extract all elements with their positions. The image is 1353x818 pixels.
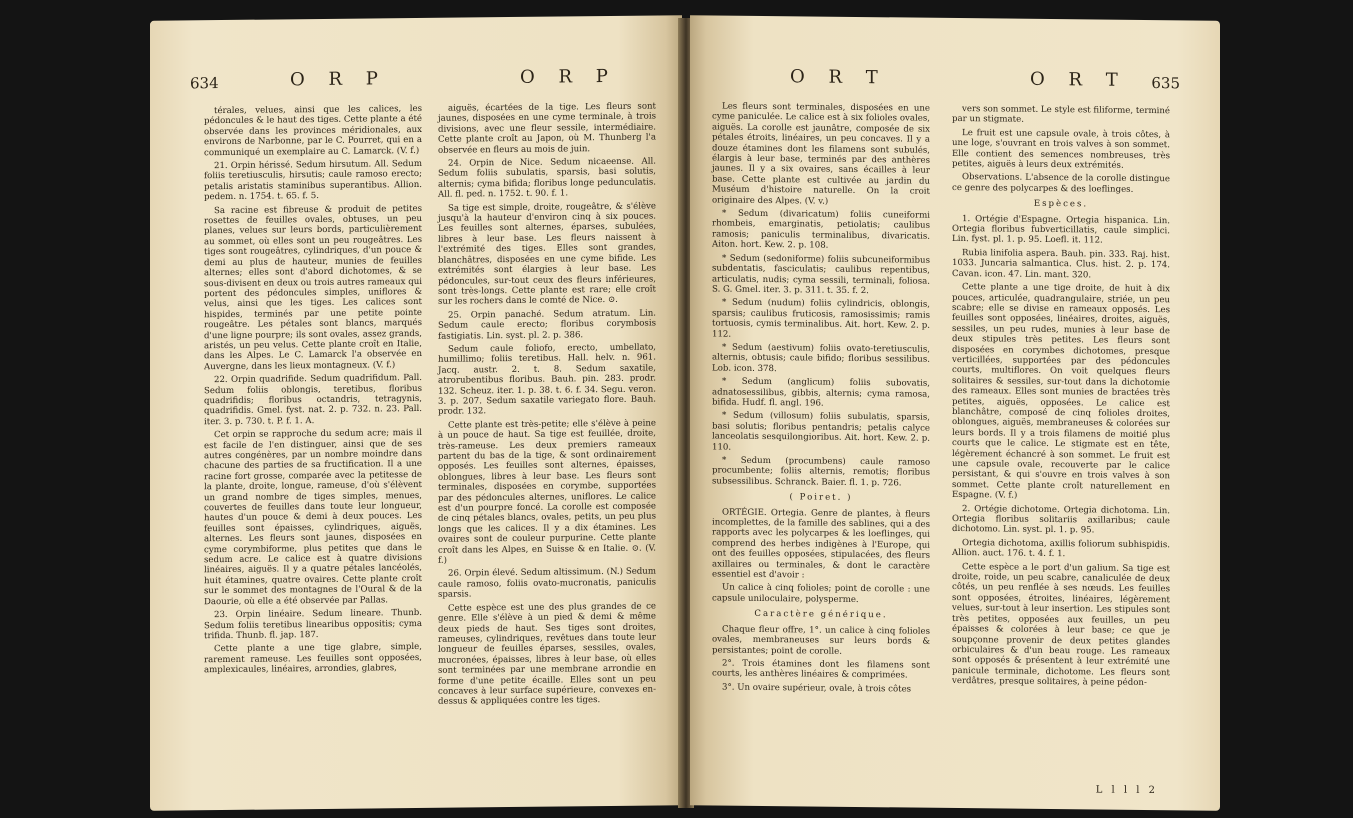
- left-column-1: [204, 104, 422, 679]
- text-paragraph: Cette plante a une tige glabre, simple, rarement rameuse. Les feuilles sont opposées, amplexicaules, linéaires, arrondies, glabres,: [204, 642, 422, 676]
- text-paragraph: Observations. L'absence de la corolle distingue ce genre des polycarpes & des loeflinges.: [952, 172, 1170, 195]
- text-paragraph: Cette plante a une tige droite, de huit à dix pouces, articulée, quadrangulaire, striée, un peu scabre; elle se divise en rameaux opposés. Les feuilles sont opposées, linéaires, droites, aiguës, sessiles, un peu rudes, munies à leur base de deux stipules très petites. Les fleurs sont disposées en corymbes dichotomes, presque verticillées, supportées par des pédoncules courts, multiflores. On voit quelques fleurs solitaires & sessiles, sur-tout dans la dichotomie des rameaux. Elles sont munies de bractées très petites, aiguës, opposées. Le calice est blanchâtre, composé de cinq folioles droites, oblongues, aiguës, membraneuses & colorées sur leurs bords. Il y a trois filamens de moitié plus courts que le calice. Le stigmate est en tête, légèrement échancré à son sommet. Le fruit est une capsule ovale, recouverte par le calice persistant, & qui s'ouvre en trois valves à son sommet. Cette plante croît naturellement en Espagne. (V. f.): [952, 282, 1170, 501]
- text-paragraph: 25. Orpin panaché. Sedum atratum. Lin. Sedum caule erecto; floribus corymbosis fastigiatis. Lin. syst. pl. 2. p. 386.: [438, 308, 656, 342]
- open-book: [150, 18, 1220, 808]
- left-page-header: [190, 66, 642, 101]
- text-paragraph: * Sedum (aestivum) foliis ovato-teretiusculis, alternis, obtusis; caule bifido; floribus sessilibus. Lob. icon. 378.: [712, 342, 930, 374]
- running-head-right: O R T: [1030, 68, 1127, 91]
- text-paragraph: térales, velues, ainsi que les calices, les pédoncules & le haut des tiges. Cette plante a été observée dans les provinces méridionales, aux environs de Narbonne, par le C. Pourret, qui en a communiqué un exemplaire au C. Lamarck. (V. f.): [204, 103, 422, 158]
- text-paragraph: Les fleurs sont terminales, disposées en une cyme paniculée. Le calice est à six folioles ovales, aiguës. La corolle est jaunâtre, composée de six pétales étroits, linéaires, un peu concaves. Il y a douze étamines dont les filamens sont subulés, élargis à leur base, terminés par des anthères jaunes. Il y a six ovaires, sans écailles à leur base. Cette plante est cultivée au jardin du Muséum d'histoire naturelle. On la croit originaire des Alpes. (V. v.): [712, 101, 930, 207]
- text-paragraph: * Sedum (divaricatum) foliis cuneiformi rhombeis, emarginatis, petiolatis; caulibus ramosis; paniculis terminalibus, divaricatis. Aiton. hort. Kew. 2. p. 108.: [712, 208, 930, 251]
- left-page: [150, 15, 682, 811]
- text-paragraph: 1. Ortégie d'Espagne. Ortegia hispanica. Lin. Ortegia floribus fubverticillatis, caule simplici. Lin. fyst. pl. 1. p. 95. Loefl. it. 112.: [952, 213, 1170, 247]
- text-paragraph: * Sedum (sedoniforme) foliis subcuneiformibus subdentatis, fasciculatis; caulibus repentibus, articulatis, nudis; cyma sessili, terminali, foliosa. S. G. Gmel. iter. 3. p. 311. t. 35. f. 2.: [712, 253, 930, 297]
- text-paragraph: 24. Orpin de Nice. Sedum nicaeense. All. Sedum foliis subulatis, sparsis, basi solutis, alternis; cyma bifida; floribus longe pedunculatis. All. fl. ped. n. 1752. t. 90. f. 1.: [438, 156, 656, 201]
- text-paragraph: Sa racine est fibreuse & produit de petites rosettes de feuilles ovales, obtuses, un peu planes, velues sur leurs bords, particulièrement au sommet, où elles sont un peu rougeâtres. Les tiges sont rougeâtres, cylindriques, d'un pouce & demi au plus de hauteur, munies de feuilles alternes; elles sont d'abord dichotomes, & se sous-divisent en deux ou trois autres rameaux qui portent des pédoncules simples, uniflores & velus, ainsi que les tiges. Les calices sont hispides, terminés par une petite pointe rougeâtre. Les pétales sont blancs, marqués d'une ligne pourpre; ils sont ovales, assez grands, aristés, un peu velus. Cette plante croît en Italie, dans les Alpes. Le C. Lamarck l'a observée en Auvergne, dans les lieux montagneux. (V. f.): [204, 203, 422, 372]
- text-paragraph: Cette plante est très-petite; elle s'élève à peine à un pouce de haut. Sa tige est feuillée, droite, très-rameuse. Les deux premiers rameaux partent du bas de la tige, & sont ordinairement opposés. Les feuilles sont alternes, épaisses, oblongues, libres à leur base. Les fleurs sont terminales, disposées en corymbe, supportées par des pédoncules alternes, uniflores. Le calice est d'un pourpre foncé. La corolle est composée de cinq pétales blancs, ovales, petits, un peu plus longs que les calices. Il y a dix étamines. Les ovaires sont de couleur purpurine. Cette plante croît dans les Alpes, en Suisse & en Italie. ⊙. (V. f.): [438, 418, 656, 566]
- text-paragraph: * Sedum (procumbens) caule ramoso procumbente; foliis alternis, remotis; floribus subsessilibus. Schranck. Baier. fl. 1. p. 726.: [712, 455, 930, 489]
- text-paragraph: Cette espèce est une des plus grandes de ce genre. Elle s'élève à un pied & demi & même deux pieds de haut. Ses tiges sont droites, rameuses, cylindriques, revêtues dans toute leur longueur de feuilles éparses, sessiles, ovales, mucronées, épaisses, libres à leur base, où elles sont terminées par une membrane arrondie en forme d'une petite écaille. Elles sont un peu concaves à leur surface supérieure, convexes en-dessus & appliquées contre les tiges.: [438, 601, 656, 708]
- left-column-2: [438, 101, 656, 710]
- text-paragraph: 23. Orpin linéaire. Sedum lineare. Thunb. Sedum foliis teretibus linearibus oppositis; cyma trifida. Thunb. fl. jap. 187.: [204, 608, 422, 642]
- text-paragraph: Sedum caule foliofo, erecto, umbellato, humillimo; foliis teretibus. Hall. helv. n. 961. Jacq. austr. 2. t. 8. Sedum saxatile, atrorubentibus floribus. Bauh. pin. 283. prodr. 132. Scheuz. iter. 1. p. 38. t. 6. f. 34. Segu. veron. 3. p. 207. Sedum saxatile variegato flore. Bauh. prodr. 132.: [438, 342, 656, 418]
- running-head-left: O R P: [290, 68, 387, 91]
- text-paragraph: 22. Orpin quadrifide. Sedum quadrifidum. Pall. Sedum foliis oblongis, teretibus, floribus quadrifidis; floribus octandris, tetragynis, quadrifidis. Gmel. fyst. nat. 2. p. 732. n. 23. Pall. iter. 3. p. 730. t. P. f. 1. A.: [204, 373, 422, 428]
- page-number: 634: [190, 74, 219, 93]
- right-column-1: [712, 101, 930, 697]
- text-paragraph: Espèces.: [1033, 199, 1089, 210]
- text-paragraph: ORTÉGIE. Ortegia. Genre de plantes, à fleurs incomplettes, de la famille des sablines, qui a des rapports avec les polycarpes & les loeflinges, qui comprend des herbes indigènes à l'Europe, qui ont des feuilles opposées, stipulacées, des fleurs axillaires ou terminales, & dont le caractère essentiel est d'avoir :: [712, 507, 930, 581]
- text-paragraph: 2°. Trois étamines dont les filamens sont courts, les anthères linéaires & comprimées.: [712, 658, 930, 681]
- text-paragraph: 21. Orpin hérissé. Sedum hirsutum. All. Sedum foliis teretiusculis, hirsutis; caule ramoso erecto; petalis aristatis staminibus superantibus. Allion. pedem. n. 1754. t. 65. f. 5.: [204, 158, 422, 203]
- text-paragraph: vers son sommet. Le style est filiforme, terminé par un stigmate.: [952, 104, 1170, 126]
- text-paragraph: * Sedum (anglicum) foliis subovatis, adnatosessilibus, gibbis, alternis; cyma ramosa, bifida. Hudf. fl. angl. 196.: [712, 376, 930, 409]
- text-paragraph: 3°. Un ovaire supérieur, ovale, à trois côtes: [722, 682, 912, 695]
- text-paragraph: Le fruit est une capsule ovale, à trois côtes, à une loge, s'ouvrant en trois valves à son sommet. Elle contient des semences nombreuses, très petites, aiguës à leurs deux extrémités.: [952, 127, 1170, 171]
- text-paragraph: Cet orpin se rapproche du sedum acre; mais il est facile de l'en distinguer, ainsi que de ses autres congénères, par un nombre moindre dans chacune des parties de sa fructification. Il a une racine fort grosse, comparée avec la petitesse de la plante, droite, longue, rameuse, d'où s'élèvent un grand nombre de tiges simples, menues, couvertes de feuilles dans toute leur longueur, hautes d'un pouce & demi à deux pouces. Les feuilles sont épaisses, cylindriques, aiguës, alternes. Les fleurs sont jaunes, disposées en cyme corymbiforme, plus petites que dans le sedum acre. Le calice est à quatre divisions linéaires, aiguës. Il y a quatre pétales lancéolés, huit étamines, quatre ovaires. Cette plante croît sur le sommet des montagnes de l'Oural & de la Daourie, où elle a été observée par Pallas.: [204, 428, 422, 607]
- right-column-2: [952, 104, 1170, 692]
- running-head-left: O R T: [790, 66, 887, 89]
- text-paragraph: Chaque fleur offre, 1°. un calice à cinq folioles ovales, membraneuses sur leurs bords & persistantes; point de corolle.: [712, 624, 930, 657]
- printer-signature: L l l l 2: [1095, 784, 1158, 797]
- running-head-right: O R P: [520, 65, 617, 88]
- text-paragraph: Caractère générique.: [754, 609, 888, 621]
- text-paragraph: * Sedum (villosum) foliis subulatis, sparsis, basi solutis; floribus pentandris; petalis calyce lanceolatis sesquilongioribus. Ait. hort. Kew. 2. p. 110.: [712, 410, 930, 453]
- text-paragraph: Sa tige est simple, droite, rougeâtre, & s'élève jusqu'à la hauteur d'environ cinq à six pouces. Les feuilles sont alternes, éparses, subulées, libres à leur base. Les fleurs naissent à l'extrémité des tiges. Elles sont grandes, blanchâtres, disposées en une cyme bifide. Les extrémités sont élargies à leur base. Les pédoncules, sur-tout ceux des fleurs inférieures, sont très-longs. Cette plante est rare; elle croît sur les rochers dans le comté de Nice. ⊙.: [438, 201, 656, 308]
- text-paragraph: Ortegia dichotoma, axillis foliorum subhispidis. Allion. auct. 176. t. 4. f. 1.: [952, 537, 1170, 560]
- text-paragraph: 2. Ortégie dichotome. Ortegia dichotoma. Lin. Ortegia floribus solitariis axillaribus; caule dichotomo. Lin. syst. pl. 1. p. 95.: [952, 503, 1170, 536]
- right-page-header: [730, 66, 1180, 101]
- right-page: [690, 15, 1220, 811]
- page-number: 635: [1151, 74, 1180, 93]
- text-paragraph: Rubia linifolia aspera. Bauh. pin. 333. Raj. hist. 1033. Juncaria salmantica. Clus. hist. 2. p. 174. Cavan. icon. 47. Lin. mant. 320.: [952, 247, 1170, 281]
- text-paragraph: * Sedum (nudum) foliis cylindricis, oblongis, sparsis; caulibus fruticosis, ramosissimis; ramis tortuosis, cymis terminalibus. Ait. hort. Kew. 2. p. 112.: [712, 297, 930, 340]
- text-paragraph: 26. Orpin élevé. Sedum altissimum. (N.) Sedum caule ramoso, foliis ovato-mucronatis, paniculis sparsis.: [438, 566, 656, 601]
- text-paragraph: aiguës, écartées de la tige. Les fleurs sont jaunes, disposées en une cyme terminale, à trois divisions, avec une fleur sessile, intermédiaire. Cette plante croît au Japon, où M. Thunberg l'a observée en fleurs au mois de juin.: [438, 101, 656, 156]
- text-paragraph: ( Poiret. ): [789, 492, 853, 504]
- text-paragraph: Cette espèce a le port d'un galium. Sa tige est droite, roide, un peu scabre, canaliculée de deux côtés, un peu renflée à ses nœuds. Les feuilles sont opposées, étroites, linéaires, légèrement velues, sur-tout à leur insertion. Les stipules sont très petites, opposées aux feuilles, un peu épaisses & colorées à leur base; ce que je soupçonne provenir de deux petites glandes orbiculaires & d'un beau rouge. Les rameaux sont opposés & présentent à leur extrémité une panicule terminale, dichotome. Les fleurs sont verdâtres, presque solitaires, à peine pédon-: [952, 561, 1170, 689]
- text-paragraph: Un calice à cinq folioles; point de corolle : une capsule uniloculaire, polysperme.: [712, 583, 930, 605]
